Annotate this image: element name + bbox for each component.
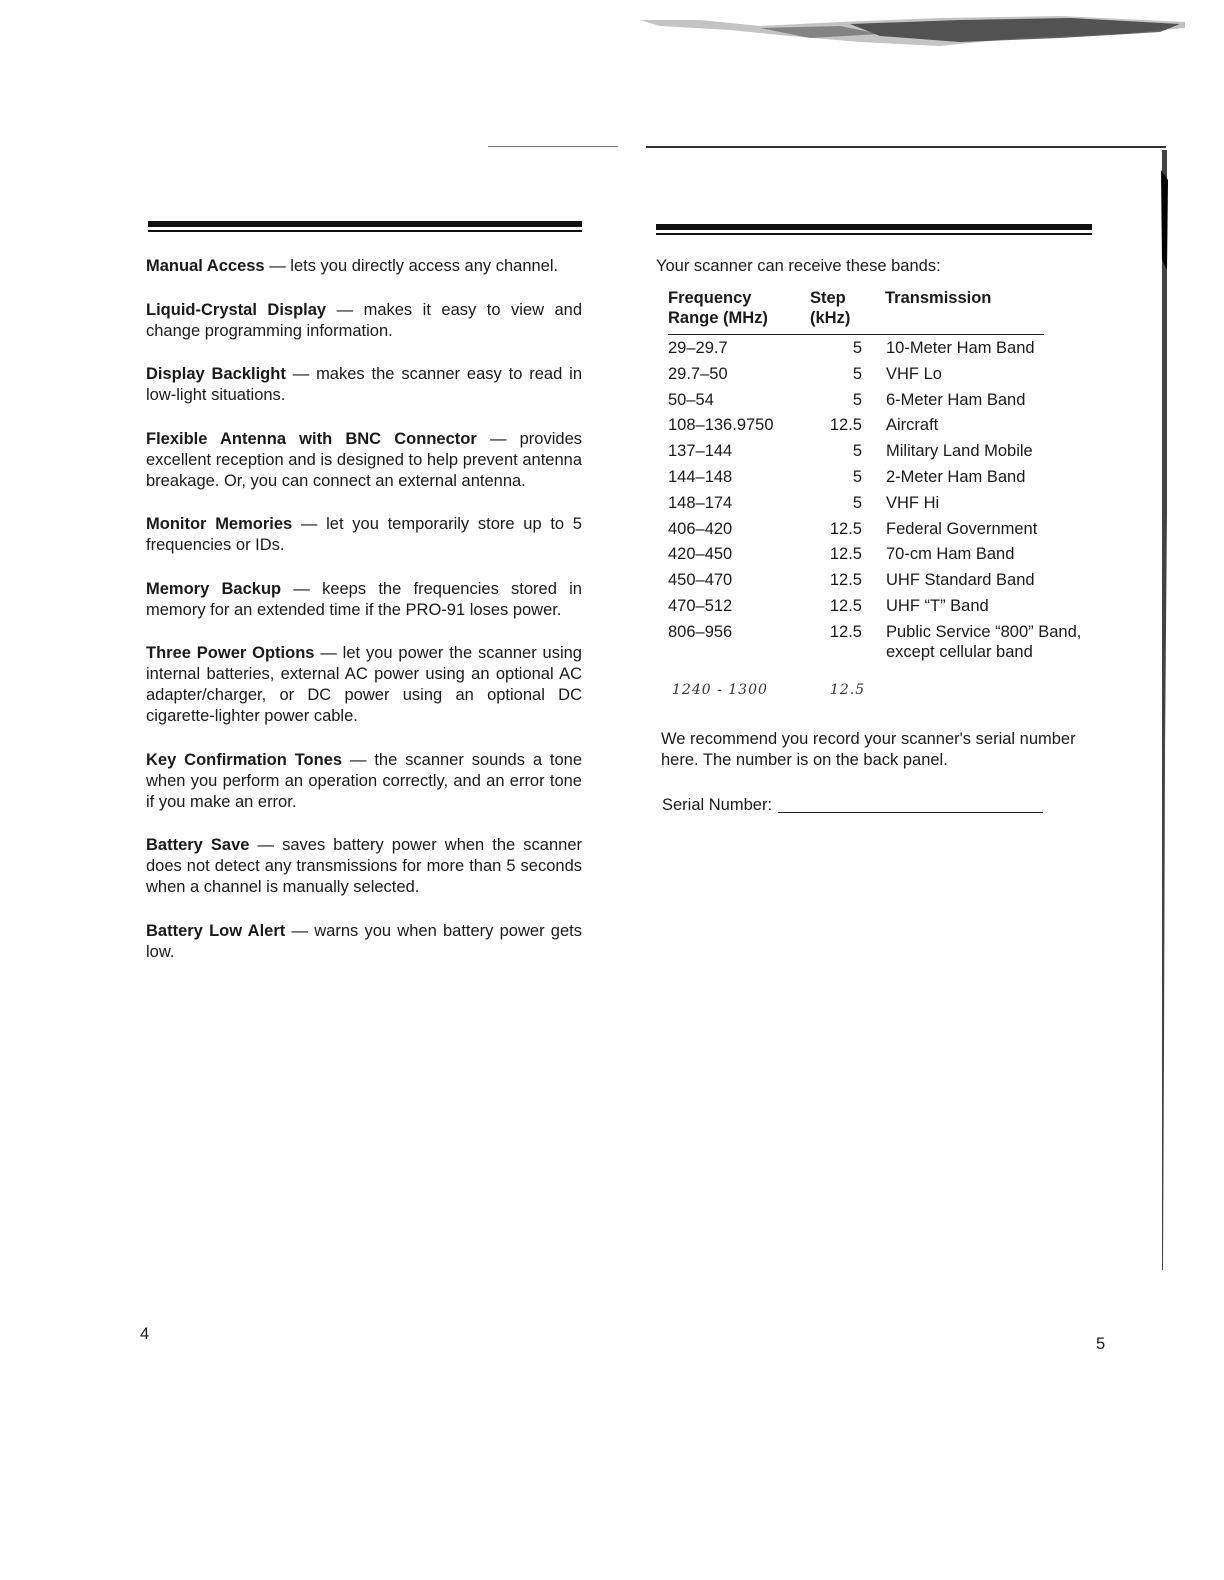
serial-recommendation: We recommend you record your scanner's serial number here. The number is on the back panel. [661, 730, 1076, 769]
cell-step: 12.5 [829, 622, 862, 641]
cell-step: 5 [852, 467, 862, 486]
feature-item [146, 514, 582, 556]
feature-item [146, 835, 582, 898]
header-step-line1: Step [810, 289, 846, 307]
feature-title: Battery Save [146, 836, 250, 854]
feature-item [146, 364, 582, 406]
cell-step: 12.5 [829, 545, 862, 564]
feature-item [146, 750, 582, 813]
table-row [668, 594, 1088, 620]
feature-item [146, 921, 582, 963]
table-row [668, 542, 1088, 568]
table-row [668, 517, 1088, 543]
cell-step: 5 [852, 493, 862, 512]
cell-range: 50–54 [668, 390, 714, 409]
cell-transmission: UHF Standard Band [886, 571, 1035, 590]
feature-title: Manual Access [146, 257, 265, 275]
table-row [668, 336, 1088, 362]
feature-text: — let you power the scanner using internal batteries, external AC power using an optional AC adapter/charger, or DC power using an optional DC cigarette-lighter power cable. [146, 644, 582, 725]
feature-title: Memory Backup [146, 579, 282, 598]
table-row [668, 491, 1088, 517]
feature-item [146, 429, 582, 492]
section-rule-right [656, 224, 1092, 235]
cell-range: 406–420 [668, 519, 733, 538]
cell-transmission: Federal Government [886, 519, 1038, 538]
page-number-right: 5 [1096, 1335, 1106, 1353]
cell-transmission: Public Service “800” Band, except cellular band [886, 622, 1082, 661]
feature-text: — makes it easy to view and change programming information. [146, 300, 583, 340]
cell-range: 29.7–50 [668, 364, 728, 383]
header-transmission: Transmission [885, 289, 992, 307]
cell-step: 5 [852, 339, 862, 357]
table-row [668, 413, 1088, 439]
cell-transmission: UHF “T” Band [886, 596, 989, 615]
cell-range: 144–148 [668, 467, 733, 486]
cell-step: 12.5 [829, 519, 862, 538]
cell-range: 29–29.7 [668, 339, 728, 357]
cell-step: 5 [852, 364, 862, 383]
cell-transmission: 6-Meter Ham Band [886, 390, 1026, 409]
serial-number-line [662, 795, 1043, 816]
feature-item [146, 300, 582, 342]
cell-range: 148–174 [668, 493, 733, 512]
table-row [668, 568, 1088, 594]
cell-range: 137–144 [668, 442, 733, 461]
feature-item [146, 256, 582, 277]
feature-title: Display Backlight [146, 365, 286, 383]
feature-title: Flexible Antenna with BNC Connector [146, 429, 477, 448]
cell-step: 12.5 [829, 571, 862, 590]
feature-title: Liquid-Crystal Display [146, 300, 327, 319]
table-row [668, 362, 1088, 388]
cell-transmission: 70-cm Ham Band [886, 545, 1015, 564]
cell-range: 450–470 [668, 571, 733, 590]
cell-range: 108–136.9750 [668, 416, 774, 435]
feature-text: — keeps the frequencies stored in memory for an extended time if the PRO-91 loses power. [146, 579, 582, 619]
table-row [668, 439, 1088, 465]
feature-title: Battery Low Alert [146, 921, 286, 940]
feature-text: — lets you directly access any channel. [264, 257, 559, 275]
cell-step: 5 [852, 390, 862, 409]
feature-item [146, 579, 582, 621]
feature-text: — let you temporarily store up to 5 frequencies or IDs. [146, 515, 582, 554]
scan-line-left [488, 146, 618, 147]
feature-item [146, 643, 582, 727]
cell-transmission: VHF Hi [886, 493, 940, 512]
scan-smudge [640, 12, 1185, 52]
feature-title: Key Confirmation Tones [146, 750, 343, 769]
feature-text: — warns you when battery power gets low. [146, 921, 582, 961]
header-frequency-line1: Frequency [668, 289, 752, 307]
cell-transmission: 2-Meter Ham Band [886, 467, 1026, 486]
feature-text: — saves battery power when the scanner does not detect any transmissions for more than 5 seconds when a channel is manually selected. [146, 836, 582, 896]
page-number-left: 4 [140, 1325, 150, 1343]
feature-text: — the scanner sounds a tone when you perform an operation correctly, and an error tone if you make an error. [146, 750, 582, 811]
bands-intro: Your scanner can receive these bands: [656, 257, 941, 275]
handwritten-step: 12.5 [830, 682, 866, 698]
table-row [668, 620, 1088, 686]
feature-title: Monitor Memories [146, 515, 293, 533]
cell-transmission: 10-Meter Ham Band [886, 339, 1035, 357]
cell-step: 12.5 [829, 416, 862, 435]
cell-range: 420–450 [668, 545, 733, 564]
cell-step: 5 [852, 442, 862, 461]
feature-list [146, 256, 582, 985]
table-row [668, 388, 1088, 414]
cell-transmission: Military Land Mobile [886, 442, 1033, 461]
header-step-line2: (kHz) [810, 309, 851, 327]
band-rows [668, 336, 1088, 686]
feature-text: — provides excellent reception and is designed to help prevent antenna breakage. Or, you can connect an external antenna. [146, 429, 582, 490]
cell-range: 470–512 [668, 596, 733, 615]
table-row [668, 465, 1088, 491]
cell-transmission: VHF Lo [886, 364, 942, 383]
section-rule-left [148, 221, 582, 232]
handwritten-range: 1240 - 1300 [672, 682, 768, 698]
feature-title: Three Power Options [146, 644, 315, 662]
serial-number-blank [778, 812, 1043, 813]
cell-range: 806–956 [668, 622, 733, 641]
cell-step: 12.5 [829, 596, 862, 615]
serial-number-label: Serial Number: [662, 796, 773, 814]
header-frequency-line2: Range (MHz) [668, 309, 768, 327]
table-header-rule [668, 334, 1044, 335]
binding-edge [1158, 150, 1170, 1270]
scan-line-right [646, 146, 1166, 148]
cell-transmission: Aircraft [886, 416, 939, 435]
header-step [810, 288, 850, 328]
header-frequency [668, 288, 768, 328]
feature-text: — makes the scanner easy to read in low-light situations. [146, 365, 582, 404]
